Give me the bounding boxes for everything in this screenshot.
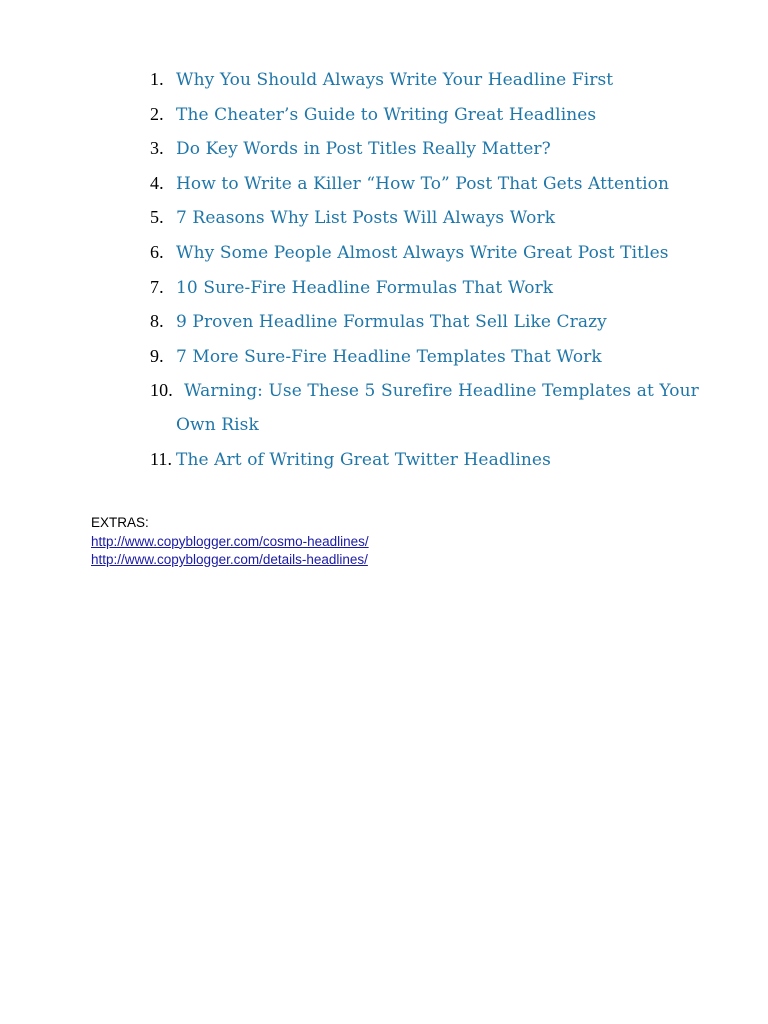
list-item bbox=[150, 201, 710, 236]
extras-section bbox=[91, 514, 369, 570]
list-item-number: 3. bbox=[150, 138, 164, 159]
list-item bbox=[150, 63, 710, 98]
headline-link[interactable]: 7 Reasons Why List Posts Will Always Work bbox=[176, 208, 556, 229]
list-item-number: 10. bbox=[150, 380, 173, 401]
list-item-number: 4. bbox=[150, 172, 164, 193]
list-item-number: 8. bbox=[150, 311, 164, 332]
list-item bbox=[150, 236, 710, 271]
headline-link[interactable]: 9 Proven Headline Formulas That Sell Like Crazy bbox=[176, 312, 607, 333]
headline-link[interactable]: 10 Sure-Fire Headline Formulas That Work bbox=[176, 277, 554, 298]
headline-link[interactable]: How to Write a Killer “How To” Post That Gets Attention bbox=[176, 173, 670, 194]
list-item-number: 1. bbox=[150, 69, 164, 89]
extras-link-details[interactable]: http://www.copyblogger.com/details-headlines/ bbox=[91, 552, 368, 567]
list-item bbox=[150, 167, 710, 202]
extras-label: EXTRAS: bbox=[91, 515, 149, 530]
list-item-number: 9. bbox=[150, 345, 164, 366]
headline-list bbox=[150, 63, 710, 477]
list-item-number: 2. bbox=[150, 103, 164, 124]
list-item bbox=[150, 132, 710, 167]
list-item bbox=[150, 374, 710, 442]
headline-link[interactable]: 7 More Sure-Fire Headline Templates That Work bbox=[176, 346, 602, 367]
list-item-number: 6. bbox=[150, 241, 164, 262]
list-item bbox=[150, 443, 710, 478]
headline-link[interactable]: Warning: Use These 5 Surefire Headline Templates at Your Own Risk bbox=[176, 381, 699, 435]
list-item-number: 5. bbox=[150, 207, 164, 228]
list-item bbox=[150, 340, 710, 375]
list-item bbox=[150, 271, 710, 306]
headline-link[interactable]: The Cheater’s Guide to Writing Great Headlines bbox=[176, 104, 597, 125]
list-item bbox=[150, 305, 710, 340]
list-item-number: 7. bbox=[150, 276, 164, 297]
headline-link[interactable]: Do Key Words in Post Titles Really Matter? bbox=[176, 139, 551, 160]
headline-link[interactable]: The Art of Writing Great Twitter Headlines bbox=[176, 449, 551, 470]
headline-link[interactable]: Why You Should Always Write Your Headline First bbox=[176, 70, 614, 90]
extras-link-cosmo[interactable]: http://www.copyblogger.com/cosmo-headlines/ bbox=[91, 533, 369, 549]
headline-link[interactable]: Why Some People Almost Always Write Great Post Titles bbox=[176, 242, 669, 263]
list-item bbox=[150, 98, 710, 133]
list-item-number: 11. bbox=[150, 448, 173, 469]
